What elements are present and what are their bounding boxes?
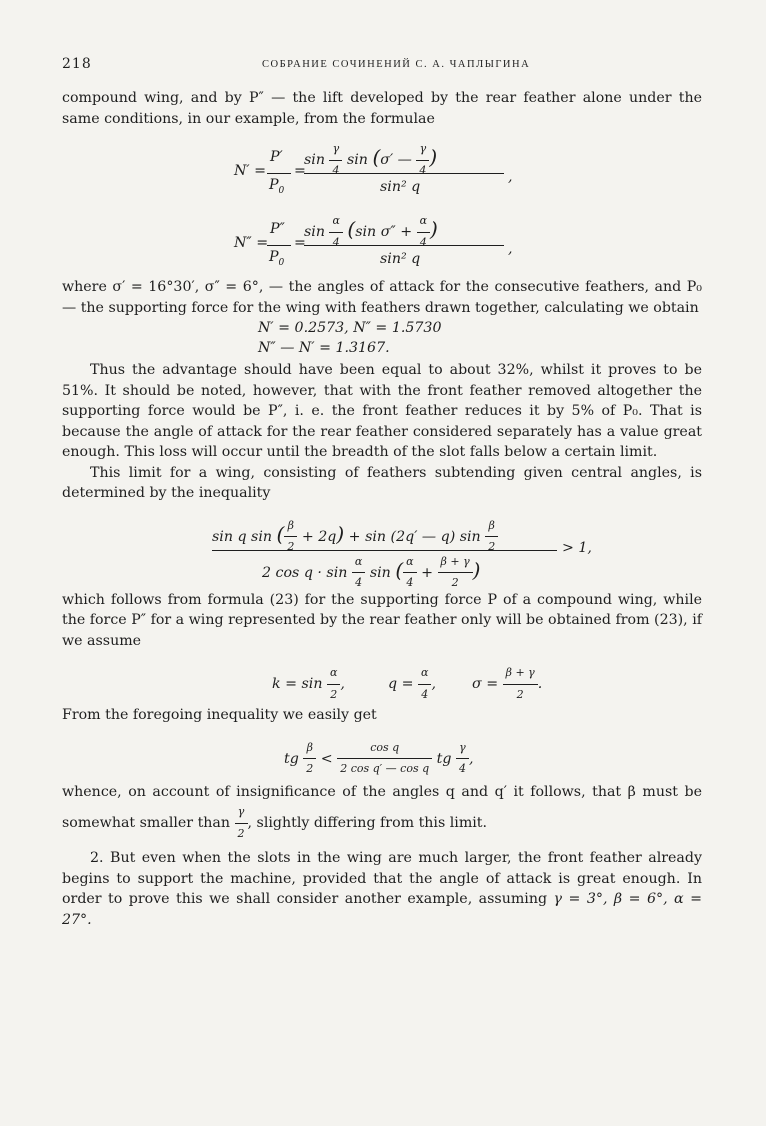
page-number: 218: [62, 56, 92, 72]
paragraph-2: where σ′ = 16°30′, σ″ = 6°, — the angles of attack for the consecutive feathers, and P₀ — the supporting force for the wing with feathers drawn together, calculating we obtain: [62, 279, 702, 316]
formula-n-prime: sin $\frac{\gamma}{4}$ sin (σ′ — $\frac{\gamma}{4}$ ) sin² q , N′ = P′ $P_0$ =: [234, 142, 513, 196]
paragraph-3: Thus the advantage should have been equal to about 32%, whilst it proves to be 51%. It should be noted, however, that with the front feather removed altogether the supporting force would be P″, i. e. the front feather reduces it by 5% of P₀. That is because the angle of attack for the rear feather considered separately has a value great enough. This loss will occur until the breadth of the slot falls below a certain limit.: [62, 362, 702, 460]
results-block: [62, 318, 702, 360]
paragraph-8: 2. But even when the slots in the wing are much larger, the front feather already begins to support the machine, provided that the angle of attack is great enough. In order to prove this we shall consider another example, assuming γ = 3°, β = 6°, α = 27°.: [62, 850, 702, 928]
paragraph-4: This limit for a wing, consisting of feathers subtending given central angles, is determined by the inequality: [62, 464, 702, 501]
page-header: [62, 56, 712, 78]
results-line-2: N″ — N′ = 1.3167.: [258, 340, 390, 356]
running-title: СОБРАНИЕ СОЧИНЕНИЙ С. А. ЧАПЛЫГИНА: [262, 59, 531, 70]
assumption-formula: k = sin $\frac{\alpha}{2}$ , q = $\frac{\alpha}{4}$ , σ = $\frac{\beta + \gamma}{2}$ .: [62, 655, 702, 701]
results-line-1: N′ = 0.2573, N″ = 1.5730: [258, 320, 442, 336]
tangent-inequality: tg $\frac{\beta}{2}$ < $\frac{\text{cos q}}{\text{2 cos q′ — cos q}}$ tg $\frac{\gamma}{4}$ ,: [62, 730, 702, 778]
page-body: [62, 88, 702, 930]
inequality-formula: sin q sin ( $\frac{\beta}{2}$ + 2q) + sin (2q′ — q) sin $\frac{\beta}{2}$ 2 cos q · sin $\frac{\alpha}{4}$ sin ( $\frac{\alpha}{4}$ + $\frac{\beta + \gamma}{2}$ ) > 1,: [62, 508, 702, 586]
paragraph-5: which follows from formula (23) for the supporting force P of a compound wing, while the force P″ for a wing represented by the rear feather only will be obtained from (23), if we assume: [62, 591, 702, 649]
paragraph-7: whence, on account of insignificance of the angles q and q′ it follows, that β must be somewhat smaller than $\frac{\gamma}{2}$ , slightly differing from this limit.: [62, 782, 702, 845]
paragraph-6: From the foregoing inequality we easily get: [62, 707, 377, 723]
formula-n-double-prime: sin $\frac{\alpha}{4}$ (sin σ″ + $\frac{\alpha}{4}$ ) sin² q , N″ = P″ $P_0$ =: [234, 214, 513, 268]
paragraph-1: compound wing, and by P″ — the lift developed by the rear feather alone under the same conditions, in our example, from the formulae: [62, 90, 702, 127]
